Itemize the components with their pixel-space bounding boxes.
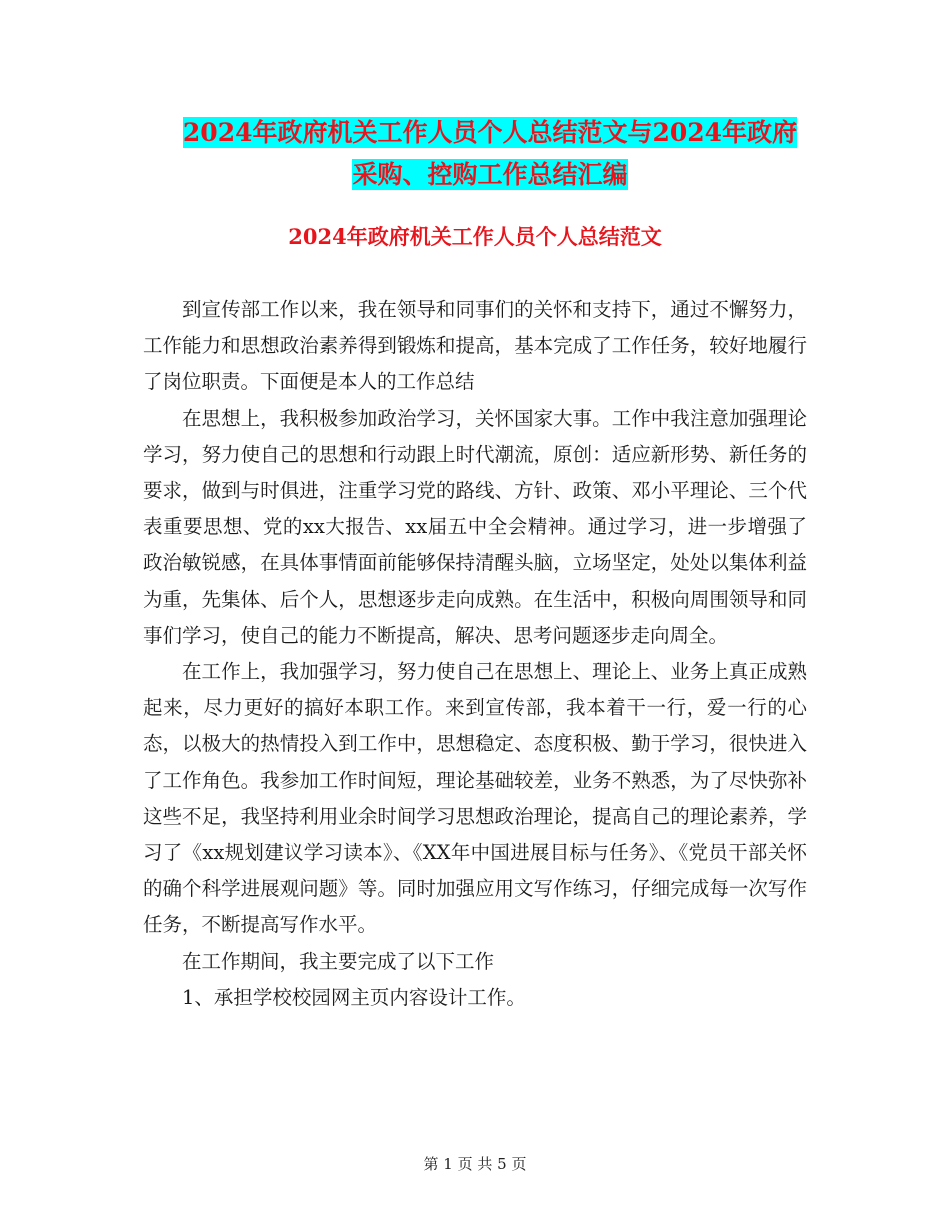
paragraph: 到宣传部工作以来，我在领导和同事们的关怀和支持下，通过不懈努力，工作能力和思想政治素养得到锻炼和提高，基本完成了工作任务，较好地履行了岗位职责。下面便是本人的工作总结: [143, 298, 807, 394]
document-title-line1: 2024年政府机关工作人员个人总结范文与2024年政府: [182, 118, 798, 147]
paragraph: 1、承担学校校园网主页内容设计工作。: [182, 985, 526, 1009]
document-title-line2: 采购、控购工作总结汇编: [352, 160, 628, 189]
section-title: 2024年政府机关工作人员个人总结范文: [288, 224, 662, 249]
paragraph: 在思想上，我积极参加政治学习，关怀国家大事。工作中我注意加强理论学习，努力使自己的思想和行动跟上时代潮流，原创：适应新形势、新任务的要求，做到与时俱进，注重学习党的路线、方针、政策、邓小平理论、三个代表重要思想、党的xx大报告、xx届五中全会精神。通过学习，进一步增强了政治敏锐感，在具体事情面前能够保持清醒头脑，立场坚定，处处以集体利益为重，先集体、后个人，思想逐步走向成熟。在生活中，积极向周围领导和同事们学习，使自己的能力不断提高，解决、思考问题逐步走向周全。: [143, 406, 807, 647]
document-body: [143, 292, 807, 1016]
page-footer: 第 1 页 共 5 页: [423, 1155, 527, 1173]
paragraph: 在工作期间，我主要完成了以下工作: [182, 949, 495, 973]
document-title: [140, 112, 840, 196]
paragraph: 在工作上，我加强学习，努力使自己在思想上、理论上、业务上真正成熟起来，尽力更好的搞好本职工作。来到宣传部，我本着干一行，爱一行的心态，以极大的热情投入到工作中，思想稳定、态度积极、勤于学习，很快进入了工作角色。我参加工作时间短，理论基础较差，业务不熟悉，为了尽快弥补这些不足，我坚持利用业余时间学习思想政治理论，提高自己的理论素养，学习了《xx规划建议学习读本》、《XX年中国进展目标与任务》、《党员干部关怀的确个科学进展观问题》等。同时加强应用文写作练习，仔细完成每一次写作任务，不断提高写作水平。: [143, 660, 807, 937]
